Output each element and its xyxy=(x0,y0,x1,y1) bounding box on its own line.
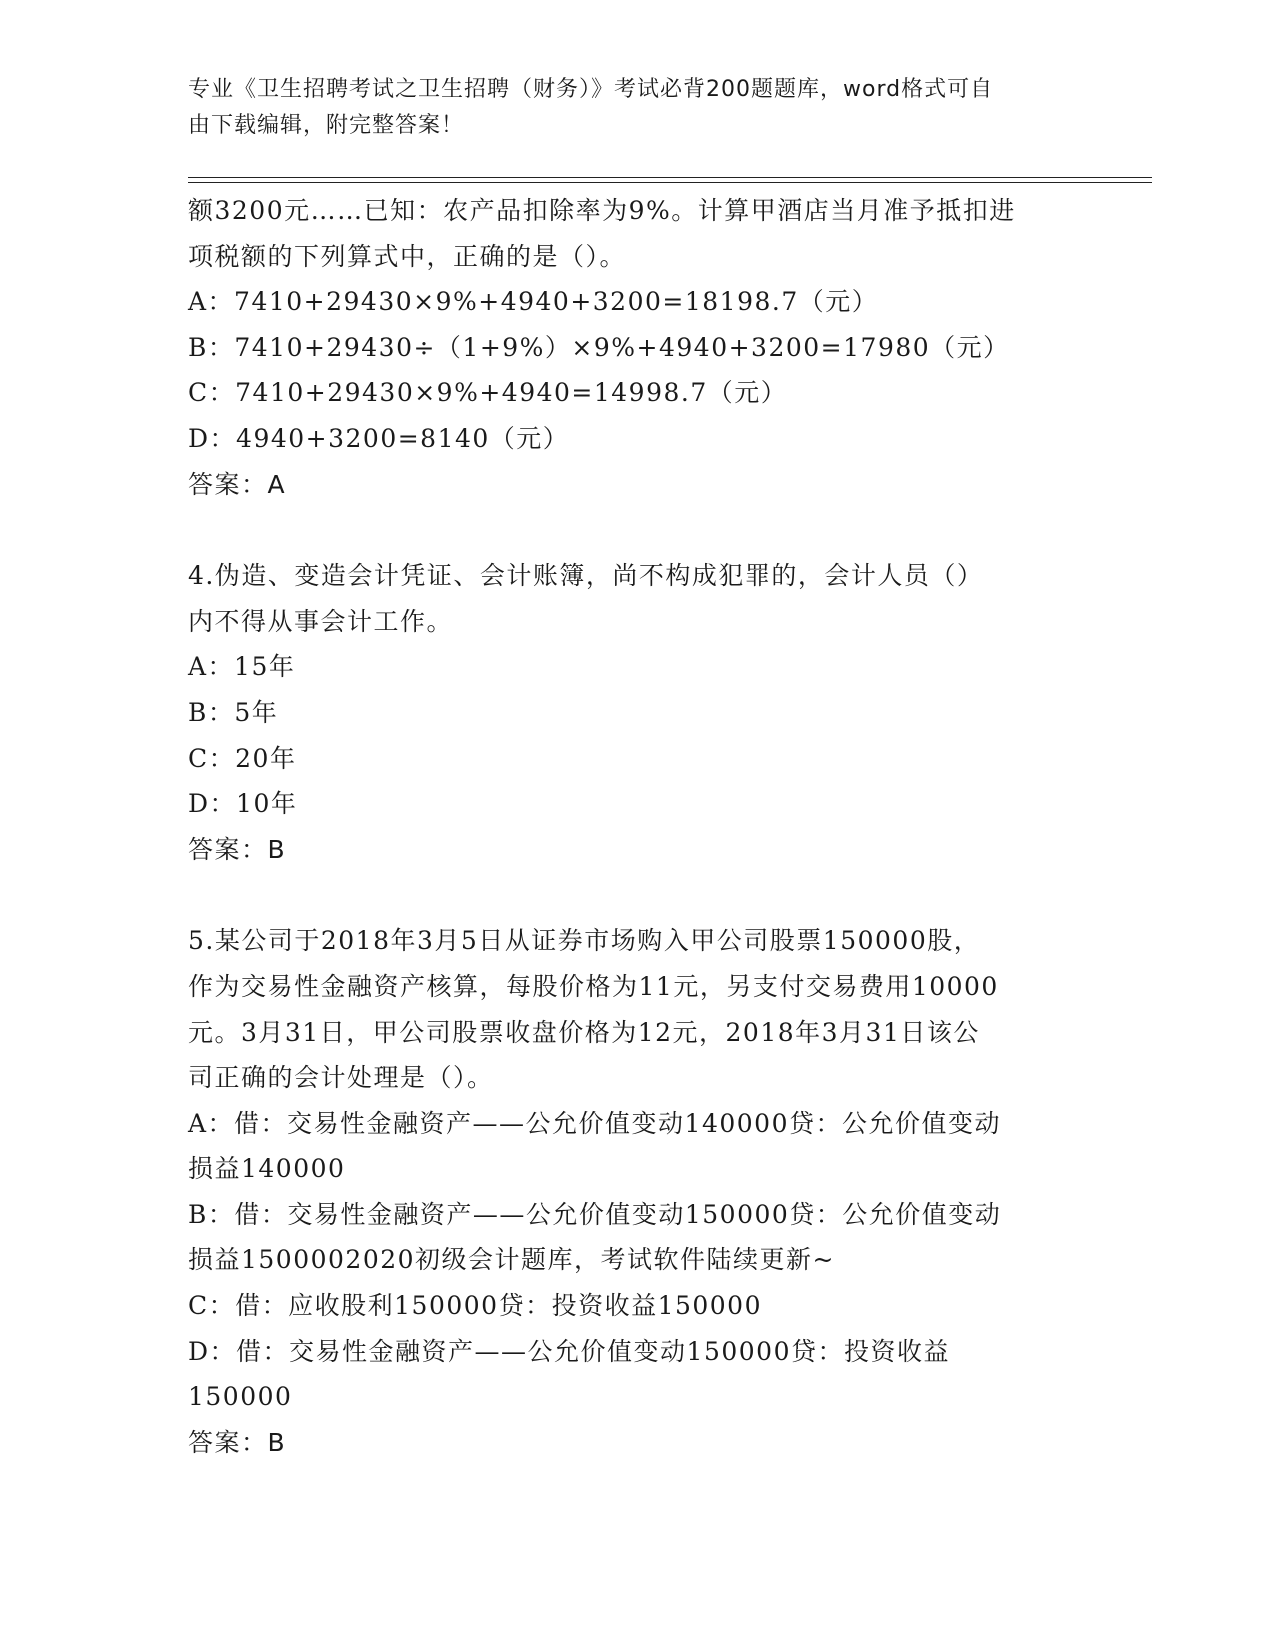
question-3-answer: 答案：A xyxy=(188,469,287,499)
question-5-option-a-line-1: A：借：交易性金融资产——公允价值变动140000贷：公允价值变动 xyxy=(188,1108,1001,1138)
question-3 xyxy=(188,188,1088,507)
question-5-option-b-line-2: 损益1500002020初级会计题库，考试软件陆续更新~ xyxy=(188,1245,836,1275)
question-3-option-b: B：7410+29430÷（1+9%）×9%+4940+3200=17980（元） xyxy=(188,332,1010,362)
question-3-text-line-1: 额3200元……已知：农产品扣除率为9%。计算甲酒店当月准予抵扣进 xyxy=(188,196,1016,225)
question-3-text-line-2: 项税额的下列算式中，正确的是（）。 xyxy=(188,241,627,271)
question-5-text-line-4: 司正确的会计处理是（）。 xyxy=(188,1063,494,1093)
question-5 xyxy=(188,918,1088,1465)
header-line-1: 专业《卫生招聘考试之卫生招聘（财务）》考试必背200题题库，word格式可自 xyxy=(188,77,994,102)
question-3-option-c: C：7410+29430×9%+4940=14998.7（元） xyxy=(188,378,788,408)
header-divider-top xyxy=(188,177,1152,178)
question-5-answer: 答案：B xyxy=(188,1427,287,1457)
question-3-option-d: D：4940+3200=8140（元） xyxy=(188,423,570,453)
question-4-text-line-1: 4.伪造、变造会计凭证、会计账簿，尚不构成犯罪的，会计人员（） xyxy=(188,561,984,591)
question-5-text-line-1: 5.某公司于2018年3月5日从证券市场购入甲公司股票150000股， xyxy=(188,926,981,956)
question-4-text-line-2: 内不得从事会计工作。 xyxy=(188,606,454,636)
question-5-option-d-line-1: D：借：交易性金融资产——公允价值变动150000贷：投资收益 xyxy=(188,1336,950,1366)
question-5-text-line-3: 元。3月31日，甲公司股票收盘价格为12元，2018年3月31日该公 xyxy=(188,1017,980,1047)
question-4-option-c: C：20年 xyxy=(188,743,297,773)
header-divider-bottom xyxy=(188,182,1152,183)
question-3-option-a: A：7410+29430×9%+4940+3200=18198.7（元） xyxy=(188,287,879,317)
question-5-text-line-2: 作为交易性金融资产核算，每股价格为11元，另支付交易费用10000 xyxy=(188,971,999,1001)
question-4-answer: 答案：B xyxy=(188,834,287,864)
spacer xyxy=(188,872,1088,918)
question-4 xyxy=(188,553,1088,872)
header-line-2: 由下载编辑，附完整答案！ xyxy=(188,113,465,138)
question-5-option-a-line-2: 损益140000 xyxy=(188,1154,346,1184)
question-5-option-d-line-2: 150000 xyxy=(188,1382,293,1412)
question-5-option-b-line-1: B：借：交易性金融资产——公允价值变动150000贷：公允价值变动 xyxy=(188,1199,1002,1229)
question-4-option-b: B：5年 xyxy=(188,697,279,727)
document-header xyxy=(188,72,1068,144)
question-4-option-d: D：10年 xyxy=(188,789,298,819)
spacer xyxy=(188,507,1088,553)
question-4-option-a: A：15年 xyxy=(188,652,296,682)
question-5-option-c: C：借：应收股利150000贷：投资收益150000 xyxy=(188,1291,762,1321)
document-body xyxy=(188,188,1088,1465)
